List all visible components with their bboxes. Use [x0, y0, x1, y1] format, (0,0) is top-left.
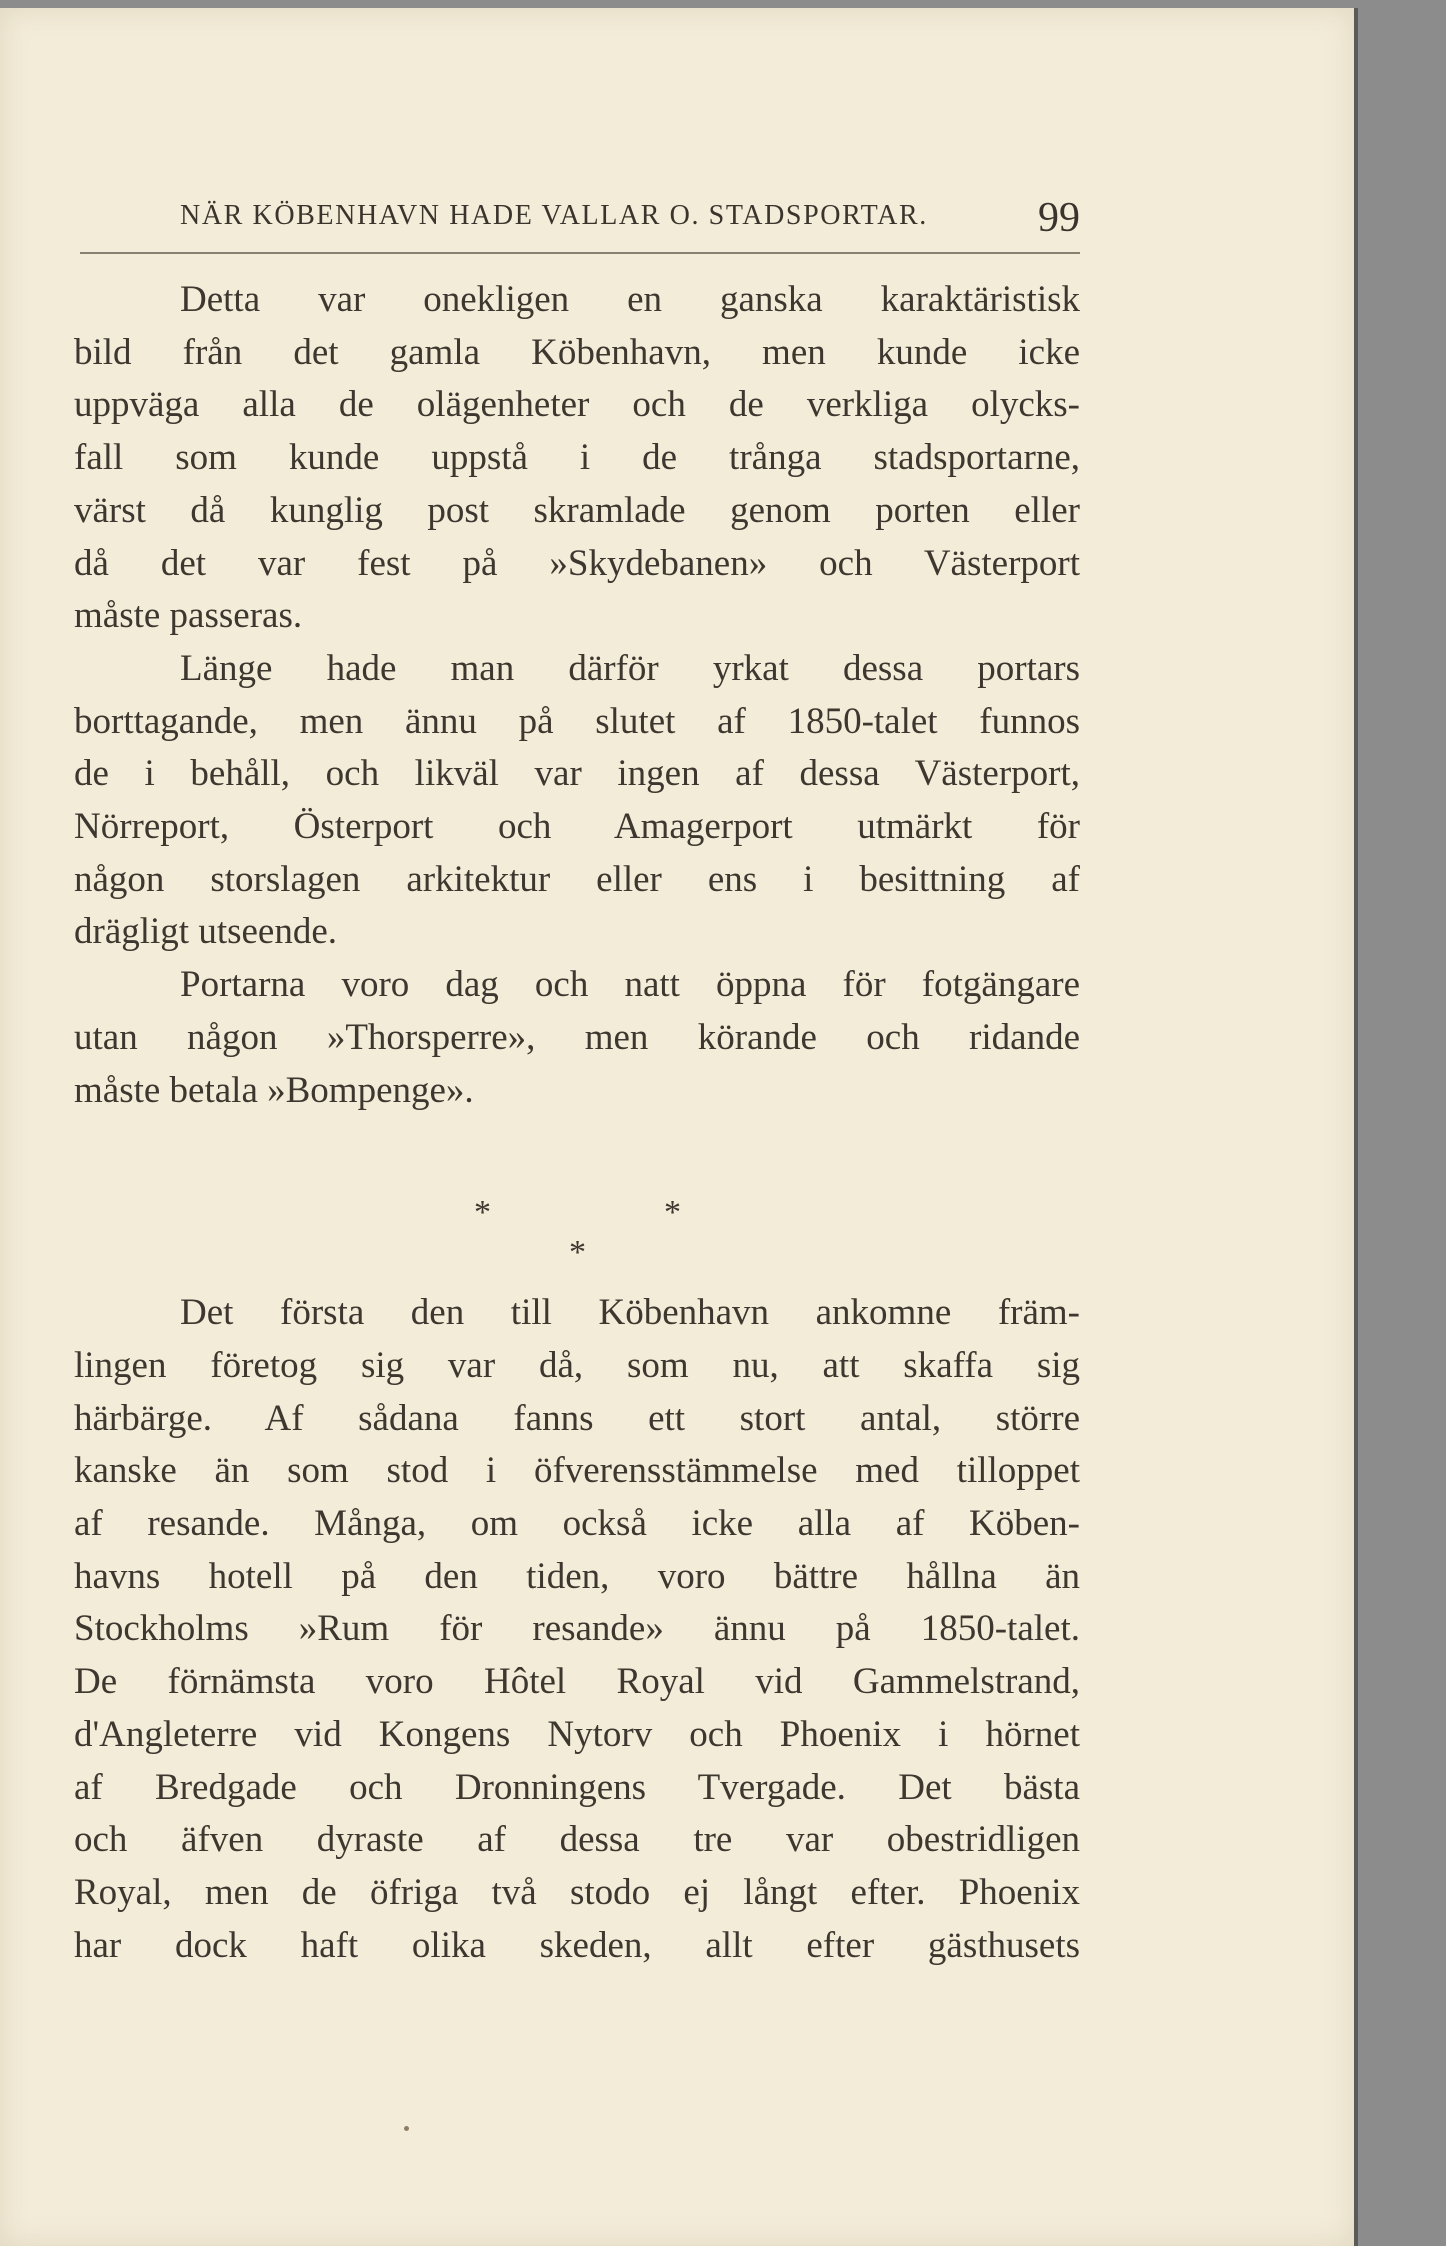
text-line: måste passeras. [74, 595, 303, 637]
paragraph-2 [74, 643, 1080, 959]
text-line: härbärge. Af sådana fanns ett stort antal, större [74, 1397, 1080, 1439]
text-line: Länge hade man därför yrkat dessa portars [180, 647, 1080, 689]
page-edge-shadow [1354, 8, 1358, 2246]
text-line: lingen företog sig var då, som nu, att skaffa sig [74, 1344, 1080, 1386]
paragraph-4 [74, 1287, 1080, 1972]
header-rule [80, 252, 1080, 254]
text-line: De förnämsta voro Hôtel Royal vid Gammelstrand, [74, 1661, 1080, 1703]
text-line: de i behåll, och likväl var ingen af dessa Västerport, [74, 753, 1080, 795]
text-line: har dock haft olika skeden, allt efter gästhusets [74, 1924, 1080, 1966]
divider-star: * [664, 1194, 681, 1232]
page-header [180, 194, 1080, 244]
text-line: fall som kunde uppstå i de trånga stadsportarne, [74, 437, 1080, 479]
text-line: uppväga alla de olägenheter och de verkliga olycks- [74, 384, 1080, 426]
text-line: värst då kunglig post skramlade genom porten eller [74, 489, 1080, 531]
body-text [74, 274, 1080, 1972]
text-line: Stockholms »Rum för resande» ännu på 1850-talet. [74, 1608, 1080, 1650]
text-line: då det var fest på »Skydebanen» och Västerport [74, 542, 1080, 584]
running-head: NÄR KÖBENHAVN HADE VALLAR O. STADSPORTAR. [180, 200, 928, 231]
text-line: borttagande, men ännu på slutet af 1850-talet funnos [74, 700, 1080, 742]
text-line: Royal, men de öfriga två stodo ej långt efter. Phoenix [74, 1871, 1080, 1913]
paragraph-1 [74, 274, 1080, 643]
paragraph-3 [74, 959, 1080, 1117]
section-divider [74, 1117, 1080, 1287]
text-line: Portarna voro dag och natt öppna för fotgängare [180, 964, 1080, 1006]
text-line: måste betala »Bompenge». [74, 1069, 474, 1111]
paper-speck [404, 2126, 409, 2131]
text-line: af Bredgade och Dronningens Tvergade. Det bästa [74, 1766, 1080, 1808]
text-line: d'Angleterre vid Kongens Nytorv och Phoenix i hörnet [74, 1713, 1080, 1755]
text-line: Detta var onekligen en ganska karaktäristisk [180, 279, 1080, 320]
text-line: drägligt utseende. [74, 911, 338, 953]
text-line: utan någon »Thorsperre», men körande och ridande [74, 1016, 1080, 1058]
text-line: af resande. Många, om också icke alla af Köben- [74, 1503, 1080, 1545]
text-line: bild från det gamla Köbenhavn, men kunde icke [74, 331, 1080, 373]
text-line: havns hotell på den tiden, voro bättre hållna än [74, 1555, 1080, 1597]
text-line: någon storslagen arkitektur eller ens i besittning af [74, 858, 1080, 900]
divider-star: * [569, 1234, 586, 1272]
text-line: och äfven dyraste af dessa tre var obestridligen [74, 1819, 1080, 1861]
text-line: kanske än som stod i öfverensstämmelse med tilloppet [74, 1450, 1080, 1492]
page-number: 99 [1038, 195, 1080, 241]
text-line: Det första den till Köbenhavn ankomne främ- [180, 1292, 1080, 1334]
text-line: Nörreport, Österport och Amagerport utmärkt för [74, 806, 1080, 848]
divider-star: * [474, 1194, 491, 1232]
book-page [0, 8, 1354, 2246]
